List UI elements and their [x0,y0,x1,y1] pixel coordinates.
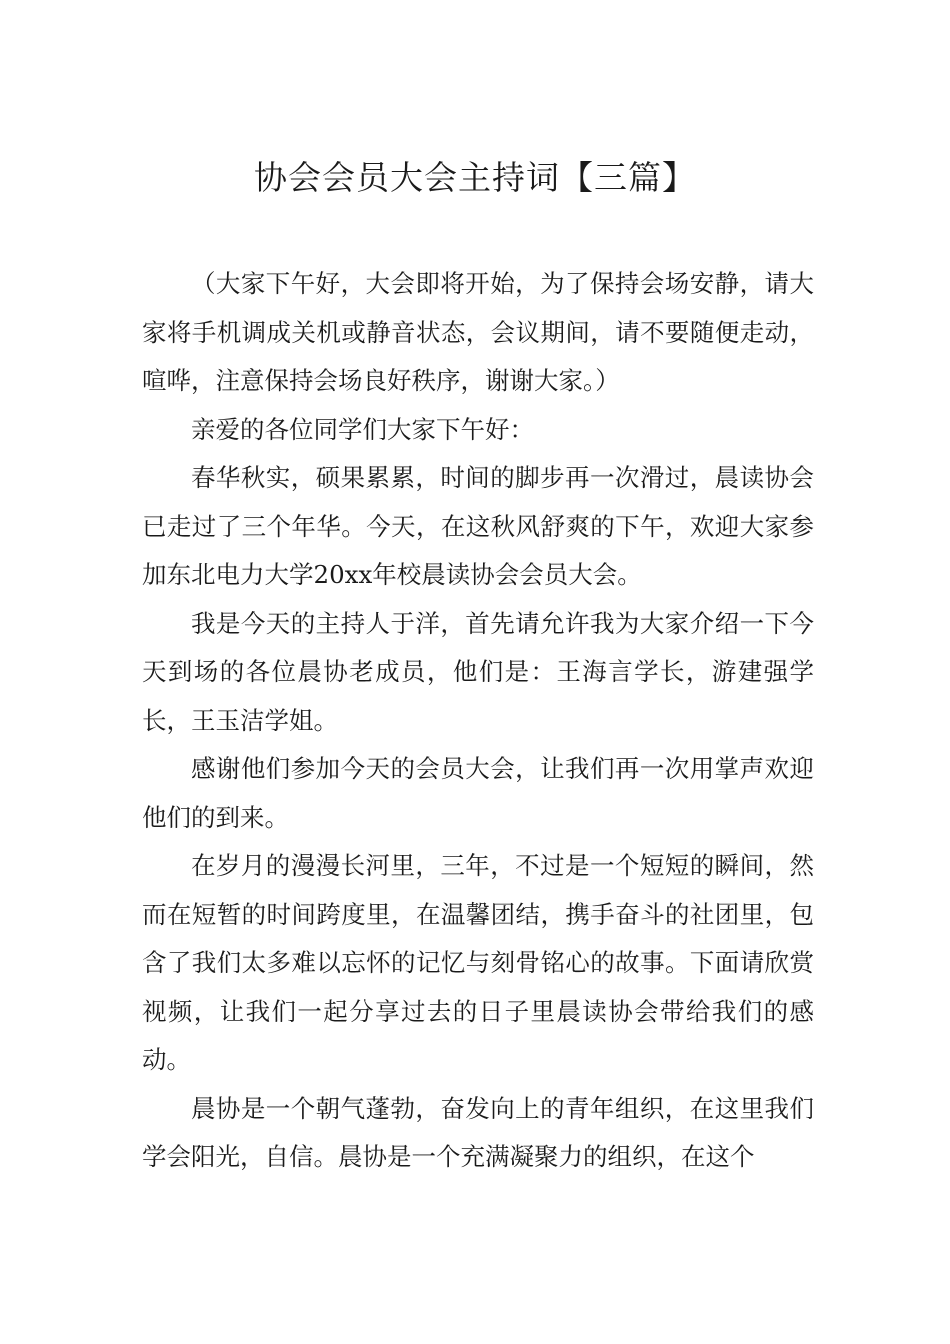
document-body [142,260,814,1182]
paragraph-greeting: 亲爱的各位同学们大家下午好： [191,414,534,444]
paragraph-opening-notice: （大家下午好，大会即将开始，为了保持会场安静，请大家将手机调成关机或静音状态，会议期间，请不要随便走动，喧哗，注意保持会场良好秩序，谢谢大家。） [142,269,814,395]
paragraph-association: 晨协是一个朝气蓬勃，奋发向上的青年组织，在这里我们学会阳光，自信。晨协是一个充满凝聚力的组织，在这个 [142,1093,814,1171]
paragraph-introduction: 春华秋实，硕果累累，时间的脚步再一次滑过，晨读协会已走过了三个年华。今天，在这秋风舒爽的下午，欢迎大家参加东北电力大学20xx年校晨读协会会员大会。 [142,463,814,589]
document-title: 协会会员大会主持词【三篇】 [254,158,696,197]
paragraph-host-intro: 我是今天的主持人于洋，首先请允许我为大家介绍一下今天到场的各位晨协老成员，他们是：王海言学长，游建强学长，王玉洁学姐。 [142,608,814,735]
paragraph-thanks: 感谢他们参加今天的会员大会，让我们再一次用掌声欢迎他们的到来。 [142,754,814,832]
paragraph-video: 在岁月的漫漫长河里，三年，不过是一个短短的瞬间，然而在短暂的时间跨度里，在温馨团结，携手奋斗的社团里，包含了我们太多难以忘怀的记忆与刻骨铭心的故事。下面请欣赏视频，让我们一起分享过去的日子里晨读协会带给我们的感动。 [142,851,814,1074]
